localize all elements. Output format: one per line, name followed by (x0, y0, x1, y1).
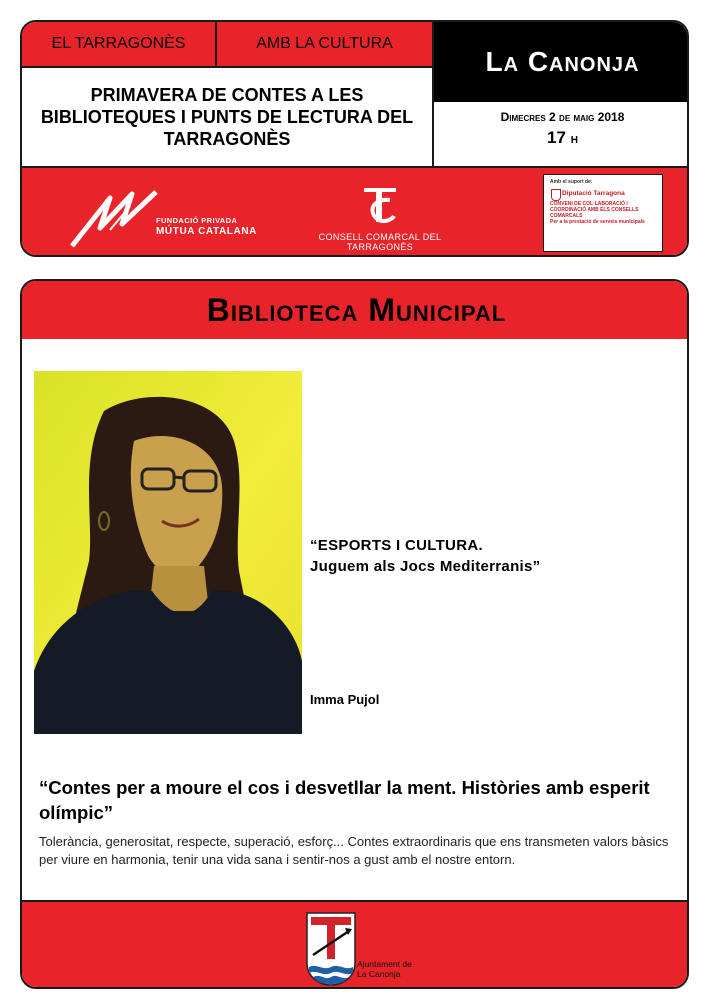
talk-title (310, 535, 670, 577)
event-time-number: 17 (547, 128, 566, 147)
footer-band (22, 900, 689, 989)
event-time (434, 128, 689, 148)
consell-name: CONSELL COMARCAL DEL TARRAGONÈS (318, 232, 442, 252)
story-title: “Contes per a moure el cos i desvetllar la ment. Històries amb esperit olímpic” (39, 777, 650, 823)
event-time-unit: h (570, 130, 578, 146)
program-headline: PRIMAVERA DE CONTES A LES BIBLIOTEQUES I PUNTS DE LECTURA DEL TARRAGONÈS (22, 68, 434, 166)
place-title: La Canonja (434, 22, 689, 102)
consell-comarcal-logo (290, 182, 470, 252)
canonja-crest-icon (305, 911, 357, 987)
author-name: Imma Pujol (310, 692, 380, 707)
region-tab: EL TARRAGONÈS (22, 22, 217, 68)
dipu-purpose: Per a la prestació de serveis municipals (550, 219, 645, 225)
culture-tab: AMB LA CULTURA (217, 22, 434, 68)
ajuntament-canonja-logo (305, 911, 435, 987)
event-header-card (20, 20, 689, 257)
event-main-card (20, 279, 689, 989)
talk-title-line2: Juguem als Jocs Mediterranis” (310, 558, 541, 575)
event-when (434, 102, 689, 166)
mutua-mark-icon (70, 188, 160, 250)
talk-title-line1: “ESPORTS I CULTURA. (310, 537, 483, 554)
mutua-line1: FUNDACIÓ PRIVADA (156, 216, 238, 225)
town-line1: Ajuntament de (357, 959, 412, 969)
mutua-line2: MÚTUA CATALANA (156, 226, 257, 237)
event-date: Dimecres 2 de maig 2018 (500, 110, 625, 124)
dipu-header: Amb el suport de: (550, 179, 593, 185)
story-description: Tolerància, generositat, respecte, superació, esforç... Contes extraordinaris que ens transmeten valors bàsics per viure en harmonia, tenir una vida sana i sentir-nos a gust amb el nostre entorn. (39, 834, 669, 867)
diputacio-tarragona-logo (543, 174, 663, 252)
mutua-catalana-logo (70, 188, 270, 248)
venue-title: Biblioteca Municipal (22, 281, 689, 339)
author-photo (34, 371, 302, 734)
consell-mark-icon (360, 182, 400, 228)
dipu-name: Diputació Tarragona (562, 191, 656, 197)
town-line2: La Canonja (357, 969, 401, 979)
dipu-conveni: CONVENI DE COL·LABORACIÓ I COORDINACIÓ AMB ELS CONSELLS COMARCALS (550, 201, 639, 219)
sponsor-band (22, 166, 689, 257)
